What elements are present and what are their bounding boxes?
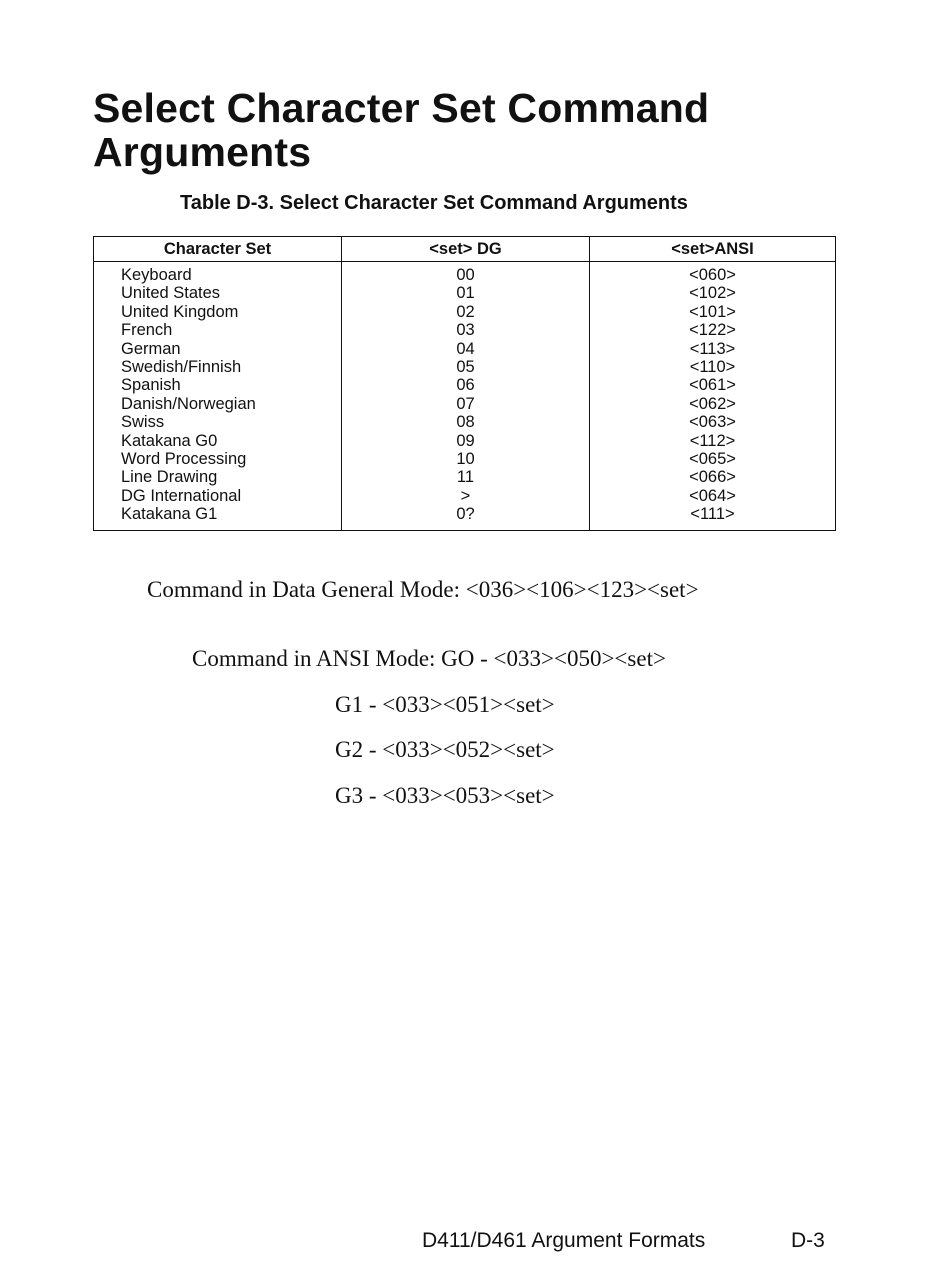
page-number: D-3: [791, 1229, 825, 1252]
table-cell-ansi: <065>: [689, 450, 736, 469]
table-cell-dg: 09: [456, 431, 475, 450]
table-cell-ansi: <064>: [689, 486, 736, 505]
table-cell-dg: 03: [456, 321, 475, 340]
table-cell-dg: 00: [456, 266, 475, 284]
table-cell-dg: 10: [456, 450, 475, 469]
table-cell-name: Line Drawing: [121, 468, 218, 487]
table-cell-dg: 0?: [456, 505, 475, 524]
table-cell-ansi: <102>: [689, 284, 736, 303]
set-ansi-column: [590, 262, 836, 531]
table-cell-name: DG International: [121, 486, 242, 505]
table-cell-dg: 05: [456, 358, 475, 377]
table-cell-name: Katakana G0: [121, 431, 218, 450]
table-cell-dg: 06: [456, 376, 475, 395]
table-cell-dg: 08: [456, 413, 475, 432]
g3-command: G3 - <033><053><set>: [335, 783, 555, 808]
table-cell-name: United Kingdom: [121, 302, 239, 321]
column-header-set-dg: <set> DG: [342, 237, 590, 262]
table-cell-ansi: <112>: [689, 431, 736, 450]
dg-mode-command: Command in Data General Mode: <036><106><123><set>: [147, 577, 699, 602]
page-heading: [93, 86, 853, 174]
character-set-column: [94, 262, 342, 531]
table-cell-ansi: <063>: [689, 413, 736, 432]
table-cell-name: Swedish/Finnish: [121, 358, 242, 377]
heading-line-1: Select Character Set Command: [93, 85, 710, 131]
heading-line-2: Arguments: [93, 129, 312, 175]
ansi-mode-command: Command in ANSI Mode: GO - <033><050><set>: [192, 646, 666, 671]
table-cell-dg: 01: [456, 284, 475, 303]
table-cell-ansi: <101>: [689, 302, 736, 321]
footer-title: D411/D461 Argument Formats: [422, 1229, 706, 1252]
table-cell-ansi: <122>: [689, 321, 736, 340]
table-cell-ansi: <060>: [689, 266, 736, 284]
table-cell-name: Swiss: [121, 413, 165, 432]
table-cell-dg: >: [460, 486, 471, 505]
g2-command: G2 - <033><052><set>: [335, 737, 555, 762]
table-cell-name: Danish/Norwegian: [121, 394, 256, 413]
table-cell-ansi: <066>: [689, 468, 736, 487]
character-set-table: [93, 236, 836, 531]
table-cell-name: Spanish: [121, 376, 181, 395]
table-cell-ansi: <111>: [690, 505, 735, 524]
g1-command: G1 - <033><051><set>: [335, 692, 555, 717]
table-caption: Table D-3. Select Character Set Command Arguments: [180, 192, 688, 214]
table-cell-name: German: [121, 339, 181, 358]
table-body-row: [94, 262, 836, 531]
table-cell-dg: 04: [456, 339, 475, 358]
set-dg-column: [342, 262, 590, 531]
table-header-row: [94, 237, 836, 262]
table-cell-ansi: <110>: [689, 358, 736, 377]
table-cell-name: Word Processing: [121, 450, 247, 469]
table-cell-dg: 02: [456, 302, 475, 321]
table-cell-ansi: <061>: [689, 376, 736, 395]
table-cell-name: French: [121, 321, 173, 340]
table-cell-name: Katakana G1: [121, 505, 218, 524]
table-cell-ansi: <113>: [689, 339, 736, 358]
table-cell-name: Keyboard: [121, 266, 192, 284]
table-cell-dg: 07: [456, 394, 475, 413]
table-cell-dg: 11: [456, 468, 475, 487]
column-header-set-ansi: <set>ANSI: [590, 237, 836, 262]
table-cell-ansi: <062>: [689, 394, 736, 413]
table-cell-name: United States: [121, 284, 221, 303]
column-header-character-set: Character Set: [94, 237, 342, 262]
